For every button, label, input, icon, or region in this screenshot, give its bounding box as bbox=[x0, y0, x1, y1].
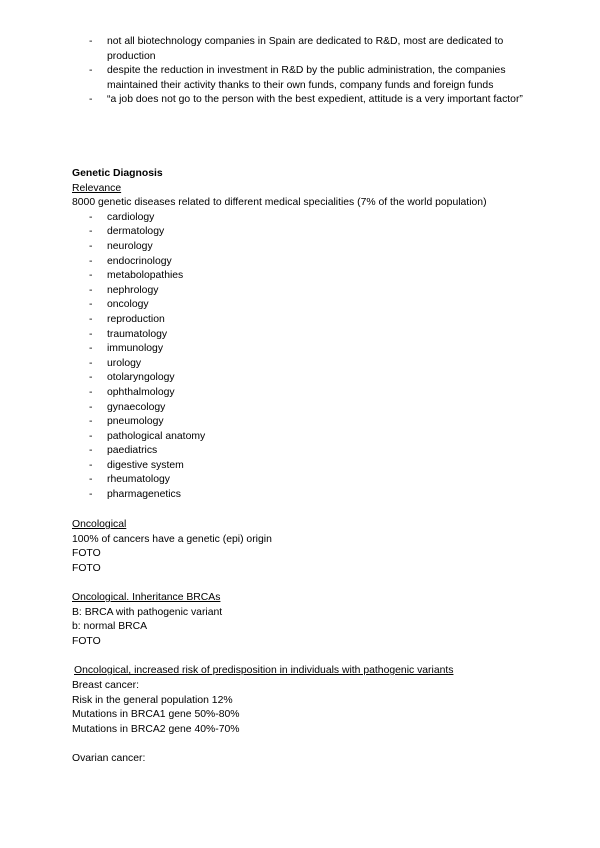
list-item: - digestive system bbox=[72, 459, 552, 474]
list-item: - neurology bbox=[72, 240, 552, 255]
section-title: Genetic Diagnosis bbox=[72, 168, 163, 179]
genetic-diagnosis-section bbox=[72, 167, 552, 503]
list-item: - reproduction bbox=[72, 313, 552, 328]
photo-placeholder: FOTO bbox=[72, 548, 101, 560]
risk-text: Breast cancer: bbox=[72, 680, 139, 691]
list-item: - despite the reduction in investment in R&D by the public administration, the companies maintained their activity thanks to their own funds, company funds and foreign funds bbox=[72, 64, 532, 93]
oncological-text: 100% of cancers have a genetic (epi) origin bbox=[72, 533, 272, 545]
relevance-text: 8000 genetic diseases related to different medical specialities (7% of the world population) bbox=[72, 197, 487, 209]
risk-text: Mutations in BRCA2 gene 40%-70% bbox=[72, 723, 240, 735]
list-item: - pathological anatomy bbox=[72, 430, 552, 445]
list-item: - not all biotechnology companies in Spain are dedicated to R&D, most are dedicated to production bbox=[72, 35, 532, 64]
risk-content bbox=[72, 679, 552, 767]
risk-text: Risk in the general population 12% bbox=[72, 694, 233, 706]
relevance-heading: Relevance bbox=[72, 182, 122, 194]
oncological-heading: Oncological bbox=[72, 519, 127, 530]
list-item: - rheumatology bbox=[72, 473, 552, 488]
intro-bullet-list bbox=[72, 35, 532, 108]
risk-text: Mutations in BRCA1 gene 50%-80% bbox=[72, 709, 240, 721]
list-item: - “a job does not go to the person with the best expedient, attitude is a very important factor” bbox=[72, 93, 532, 108]
photo-placeholder: FOTO bbox=[72, 635, 101, 647]
list-item: - immunology bbox=[72, 342, 552, 357]
list-item: - cardiology bbox=[72, 211, 552, 226]
list-item: - dermatology bbox=[72, 225, 552, 240]
list-item: - traumatology bbox=[72, 328, 552, 343]
inheritance-text: B: BRCA with pathogenic variant bbox=[72, 606, 223, 618]
risk-heading: Oncological, increased risk of predisposition in individuals with pathogenic variants bbox=[74, 665, 454, 676]
oncological-section bbox=[72, 518, 552, 576]
photo-placeholder: FOTO bbox=[72, 562, 101, 574]
list-item: - urology bbox=[72, 357, 552, 372]
list-item: - nephrology bbox=[72, 284, 552, 299]
inheritance-text: b: normal BRCA bbox=[72, 621, 148, 633]
list-item: - pharmagenetics bbox=[72, 488, 552, 503]
list-item: - endocrinology bbox=[72, 255, 552, 270]
list-item: - paediatrics bbox=[72, 444, 552, 459]
risk-text: Ovarian cancer: bbox=[72, 752, 146, 764]
list-item: - gynaecology bbox=[72, 401, 552, 416]
list-item: - pneumology bbox=[72, 415, 552, 430]
list-item: - metabolopathies bbox=[72, 269, 552, 284]
inheritance-section bbox=[72, 591, 552, 649]
risk-section bbox=[74, 664, 554, 679]
list-item: - oncology bbox=[72, 298, 552, 313]
inheritance-heading: Oncological. Inheritance BRCAs bbox=[72, 592, 221, 603]
list-item: - otolaryngology bbox=[72, 371, 552, 386]
speciality-list bbox=[72, 211, 552, 503]
list-item: - ophthalmology bbox=[72, 386, 552, 401]
